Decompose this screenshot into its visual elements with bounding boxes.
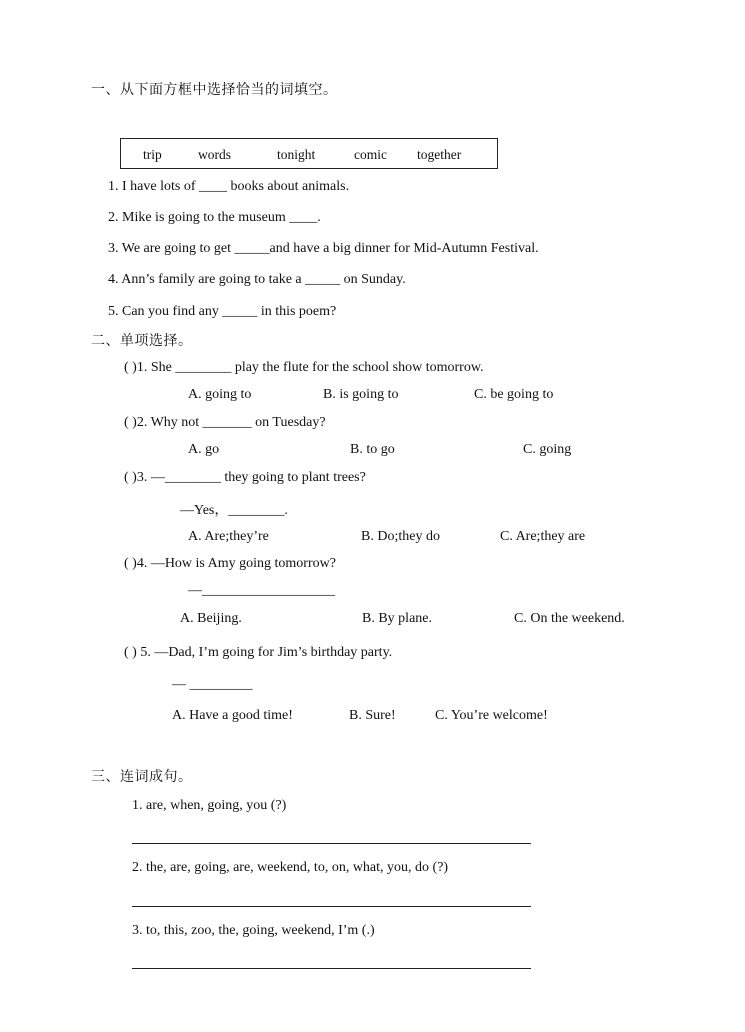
choice-question-4-option-a: A. Beijing. [180, 611, 242, 626]
fill-blank-question-1: 1. I have lots of ____ books about animals. [108, 179, 350, 194]
choice-question-4-reply: —___________________ [188, 583, 335, 598]
fill-blank-question-2: 2. Mike is going to the museum ____. [108, 210, 321, 225]
choice-question-1-option-c: C. be going to [474, 387, 554, 402]
fill-blank-question-5: 5. Can you find any _____ in this poem? [108, 304, 337, 319]
word-box-item: comic [354, 147, 387, 162]
word-order-question-1: 1. are, when, going, you (?) [132, 798, 287, 813]
word-box-item: words [198, 147, 231, 162]
choice-question-3-reply: —Yes，________. [180, 503, 288, 518]
choice-question-1-stem: ( )1. She ________ play the flute for the school show tomorrow. [124, 360, 484, 375]
answer-line-2 [132, 906, 531, 907]
choice-question-4-stem: ( )4. —How is Amy going tomorrow? [124, 556, 336, 571]
choice-question-1-option-a: A. going to [188, 387, 252, 402]
answer-line-3 [132, 968, 531, 969]
choice-question-4-option-b: B. By plane. [362, 611, 432, 626]
choice-question-2-stem: ( )2. Why not _______ on Tuesday? [124, 415, 326, 430]
word-order-question-2: 2. the, are, going, are, weekend, to, on, what, you, do (?) [132, 860, 449, 875]
choice-question-1-option-b: B. is going to [323, 387, 399, 402]
word-box-item: together [417, 147, 462, 162]
word-box-item: tonight [277, 147, 316, 162]
fill-blank-question-3: 3. We are going to get _____and have a big dinner for Mid-Autumn Festival. [108, 241, 539, 256]
choice-question-5-option-c: C. You’re welcome! [435, 708, 548, 723]
choice-question-2-option-c: C. going [523, 442, 572, 457]
choice-question-2-option-b: B. to go [350, 442, 395, 457]
answer-line-1 [132, 843, 531, 844]
word-box-item: trip [143, 147, 162, 162]
choice-question-3-stem: ( )3. —________ they going to plant trees? [124, 470, 366, 485]
choice-question-2-option-a: A. go [188, 442, 220, 457]
word-box [120, 138, 498, 169]
choice-question-3-option-c: C. Are;they are [500, 529, 586, 544]
choice-question-3-option-b: B. Do;they do [361, 529, 440, 544]
section1-heading: 一、从下面方框中选择恰当的词填空。 [91, 82, 338, 98]
section2-heading: 二、单项选择。 [91, 333, 193, 349]
choice-question-5-reply: — _________ [172, 677, 253, 692]
choice-question-4-option-c: C. On the weekend. [514, 611, 625, 626]
choice-question-3-option-a: A. Are;they’re [188, 529, 269, 544]
choice-question-5-stem: ( ) 5. —Dad, I’m going for Jim’s birthday party. [124, 645, 393, 660]
fill-blank-question-4: 4. Ann’s family are going to take a _____ on Sunday. [108, 272, 406, 287]
word-order-question-3: 3. to, this, zoo, the, going, weekend, I’m (.) [132, 923, 375, 938]
choice-question-5-option-a: A. Have a good time! [172, 708, 293, 723]
section3-heading: 三、连词成句。 [91, 769, 193, 785]
choice-question-5-option-b: B. Sure! [349, 708, 396, 723]
